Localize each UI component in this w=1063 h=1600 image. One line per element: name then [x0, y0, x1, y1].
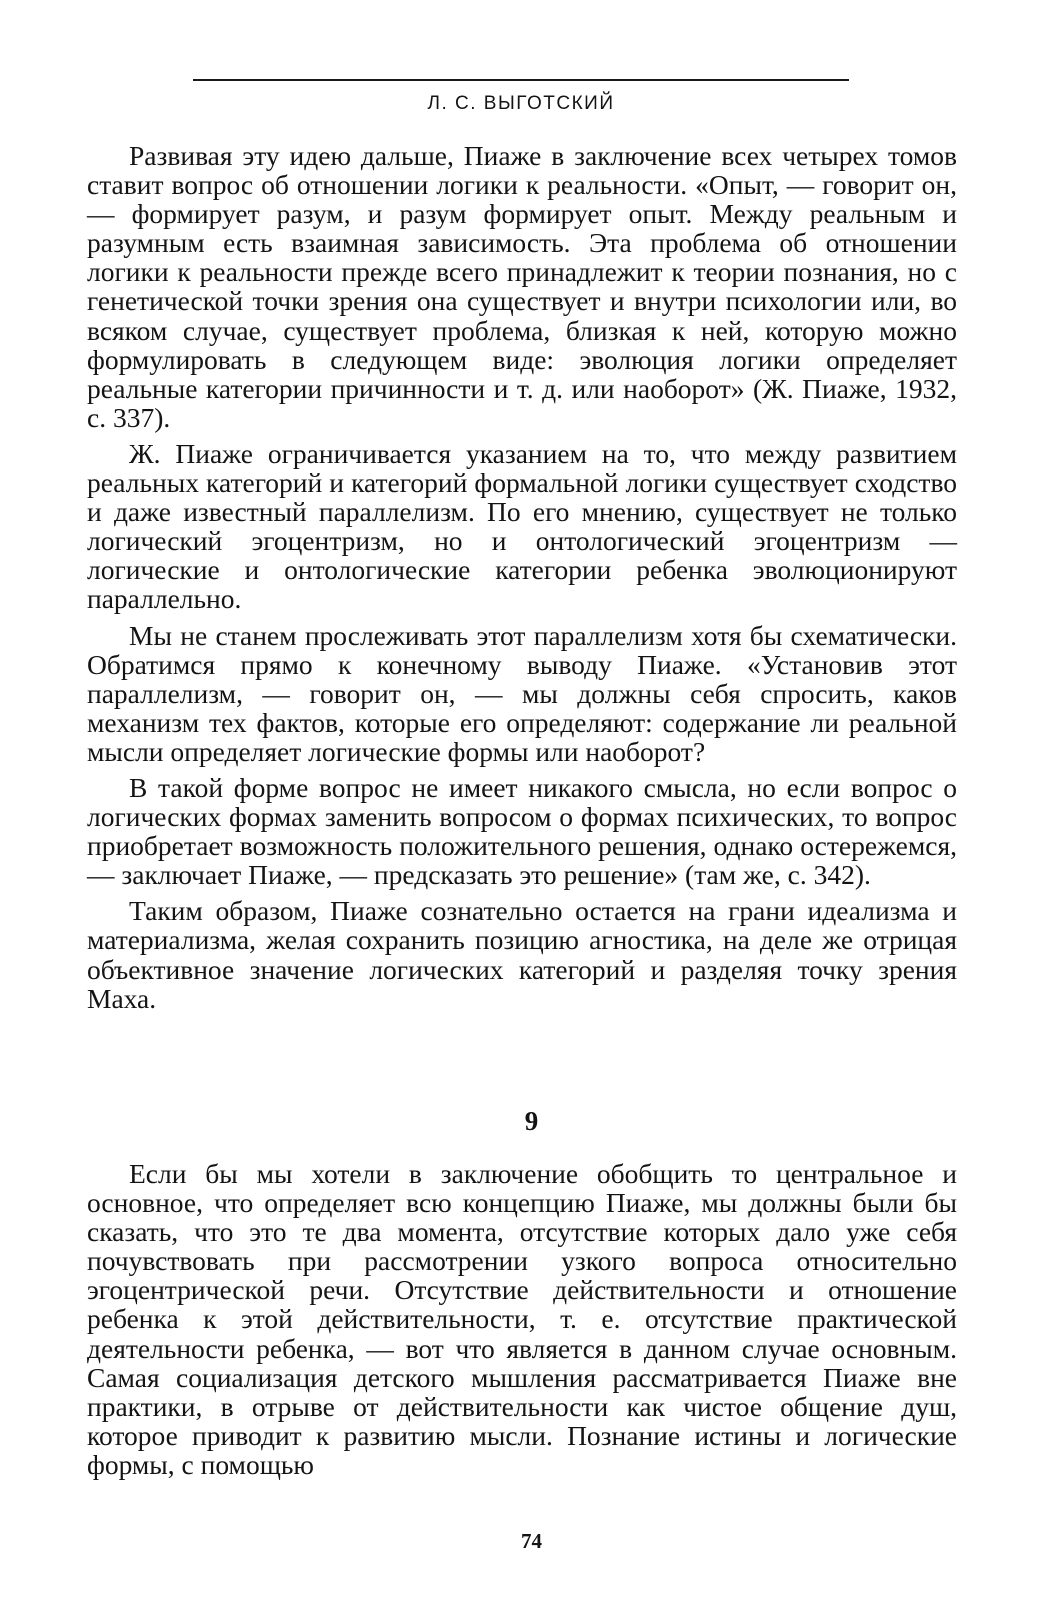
header-rule: [193, 79, 849, 81]
section-text: [87, 1159, 957, 1479]
page-number: 74: [521, 1529, 542, 1553]
paragraph: Таким образом, Пиаже сознательно остается на грани идеализма и материализма, желая сохранить позицию агностика, на деле же отрицая объективное значение логических категорий и разделяя точку зрения Маха.: [87, 895, 957, 1014]
paragraph: Развивая эту идею дальше, Пиаже в заключение всех четырех томов ставит вопрос об отношении логики к реальности. «Опыт, — говорит он, — формирует разум, и разум формирует опыт. Между реальным и разумным есть взаимная зависимость. Эта проблема об отношении логики к реальности прежде всего принадлежит к теории познания, но с генетической точки зрения она существует и внутри психологии или, во всяком случае, существует проблема, близкая к ней, которую можно формулировать в следующем виде: эволюция логики определяет реальные категории причинности и т. д. или наоборот» (Ж. Пиаже, 1932, с. 337).: [87, 140, 957, 433]
running-head: Л. С. ВЫГОТСКИЙ: [427, 93, 615, 114]
paragraph: Ж. Пиаже ограничивается указанием на то, что между развитием реальных категорий и категорий формальной логики существует сходство и даже известный параллелизм. По его мнению, существует не только логический эгоцентризм, но и онтологический эгоцентризм — логические и онтологические категории ребенка эволюционируют параллельно.: [87, 437, 957, 615]
paragraph: Мы не станем прослеживать этот параллелизм хотя бы схематически. Обратимся прямо к конечному выводу Пиаже. «Установив этот параллелизм, — говорит он, — мы должны себя спросить, каков механизм тех фактов, которые его определяют: содержание ли реальной мысли определяет логические формы или наоборот?: [87, 619, 957, 767]
paragraph: Если бы мы хотели в заключение обобщить то центральное и основное, что определяет всю концепцию Пиаже, мы должны были бы сказать, что это те два момента, отсутствие которых дало уже себя почувствовать при рассмотрении узкого вопроса относительно эгоцентрической речи. Отсутствие действительности и отношение ребенка к этой действительности, т. е. отсутствие практической деятельности ребенка, — вот что является в данном случае основным. Самая социализация детского мышления рассматривается Пиаже вне практики, в отрыве от действительности как чистое общение душ, которое приводит к развитию мысли. Познание истины и логические формы, с помощью: [87, 1158, 957, 1480]
paragraph: В такой форме вопрос не имеет никакого смысла, но если вопрос о логических формах заменить вопросом о формах психических, то вопрос приобретает возможность положительного решения, однако остережемся, — заключает Пиаже, — предсказать это решение» (там же, с. 342).: [87, 771, 957, 891]
section-number: 9: [524, 1106, 539, 1136]
main-text: [87, 141, 957, 1020]
